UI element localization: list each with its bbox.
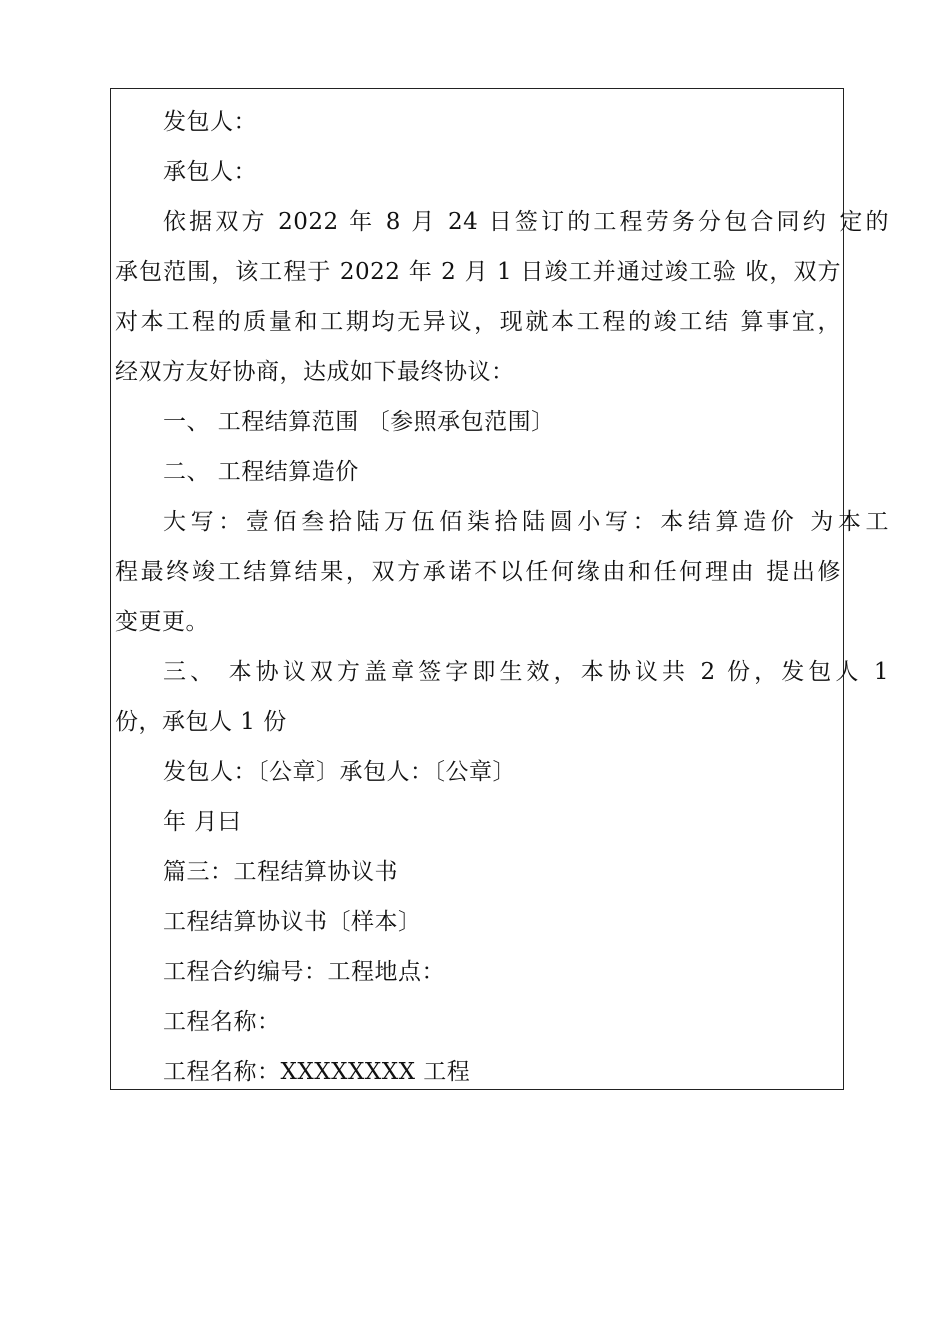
paragraph-line: 大写：壹佰叁拾陆万伍佰柒拾陆圆小写：本结算造价 为本工 bbox=[163, 509, 889, 535]
paragraph-line: 依据双方 2022 年 8 月 24 日签订的工程劳务分包合同约 定的 bbox=[163, 209, 889, 235]
paragraph-line: 份，承包人 1 份 bbox=[115, 709, 287, 735]
paragraph-line: 对本工程的质量和工期均无异议，现就本工程的竣工结 算事宜， bbox=[115, 309, 841, 335]
project-name-line: 工程名称： bbox=[163, 1009, 281, 1035]
contractor-label: 承包人： bbox=[163, 159, 257, 185]
document-frame bbox=[110, 88, 889, 1090]
issuer-label: 发包人： bbox=[163, 109, 257, 135]
project-name-value-line: 工程名称：XXXXXXXX 工程 bbox=[163, 1059, 471, 1085]
paragraph-line: 三、 本协议双方盖章签字即生效，本协议共 2 份，发包人 1 bbox=[163, 659, 889, 685]
section-heading: 一、 工程结算范围 〔参照承包范围〕 bbox=[163, 409, 555, 435]
paragraph-line: 经双方友好协商，达成如下最终协议： bbox=[115, 359, 515, 385]
seal-line: 发包人：〔公章〕承包人：〔公章〕 bbox=[163, 759, 516, 785]
chapter-title: 篇三：工程结算协议书 bbox=[163, 859, 398, 885]
date-line: 年 月曰 bbox=[163, 809, 242, 835]
contract-number-line: 工程合约编号：工程地点： bbox=[163, 959, 445, 985]
paragraph-line: 程最终竣工结算结果，双方承诺不以任何缘由和任何理由 提出修 bbox=[115, 559, 841, 585]
agreement-title: 工程结算协议书〔样本〕 bbox=[163, 909, 422, 935]
section-heading: 二、 工程结算造价 bbox=[163, 459, 359, 485]
paragraph-line: 承包范围，该工程于 2022 年 2 月 1 日竣工并通过竣工验 收，双方 bbox=[115, 259, 841, 285]
paragraph-line: 变更更。 bbox=[115, 609, 209, 635]
